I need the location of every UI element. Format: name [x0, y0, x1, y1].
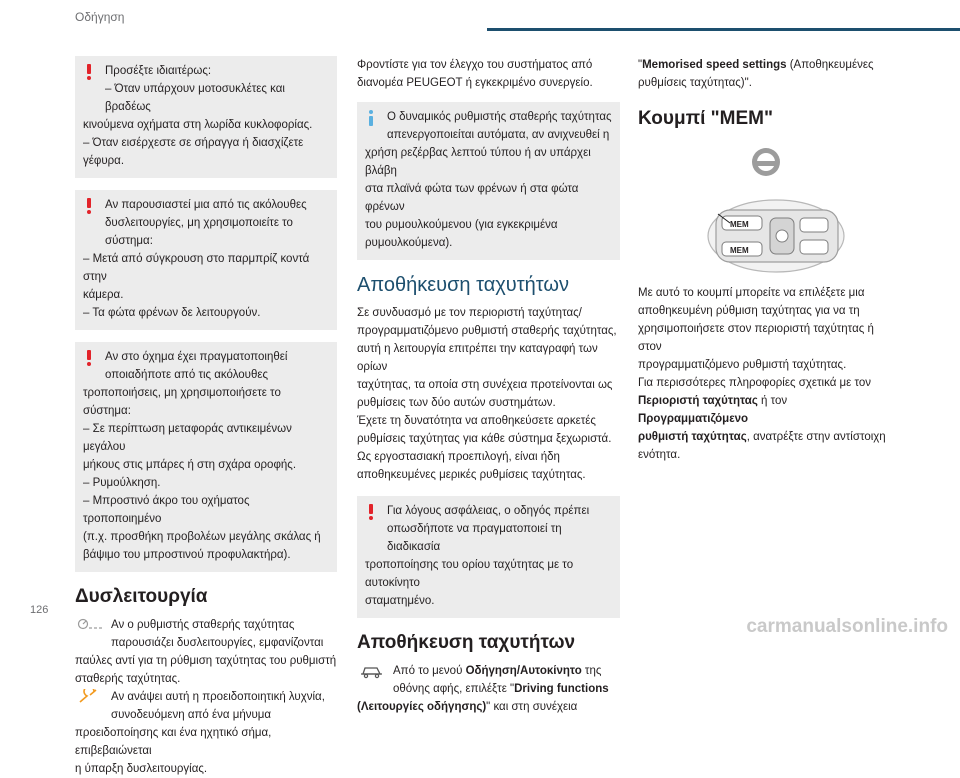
body-text: η ύπαρξη δυσλειτουργίας. — [75, 763, 208, 775]
warning-text: τροποποιήσεις, μη χρησιμοποιήσετε το σύστημα: — [83, 387, 281, 417]
malfunction-warning-light-paragraph — [75, 688, 337, 724]
body-text: Φροντίστε για τον έλεγχο του συστήματος από — [357, 59, 593, 71]
body-text: Ως εργοστασιακή προεπιλογή, είναι ήδη — [357, 451, 560, 463]
info-box-deactivation — [357, 102, 620, 260]
info-text: Ο δυναμικός ρυθμιστής σταθερής ταχύτητας — [387, 111, 612, 123]
body-text: διανομέα PEUGEOT ή εγκεκριμένο συνεργείο. — [357, 77, 593, 89]
mem-button-label-bottom: MEM — [730, 246, 749, 255]
body-text: ρυθμίσεις ταχύτητας)". — [638, 77, 752, 89]
warning-text: Προσέξτε ιδιαιτέρως: — [105, 65, 212, 77]
body-text: προγραμματιζόμενο ρυθμιστή σταθερής ταχύτητας, — [357, 325, 617, 337]
page-number: 126 — [30, 604, 49, 616]
warning-text: κινούμενα οχήματα στη λωρίδα κυκλοφορίας. — [83, 119, 313, 131]
reference-programmable: Προγραμματιζόμενο — [638, 413, 749, 425]
section-heading-mem-button: Κουμπί "MEM" — [638, 108, 774, 129]
warning-text: Αν στο όχημα έχει πραγματοποιηθεί — [105, 351, 288, 363]
warning-text: οπωσδήποτε να πραγματοποιεί τη διαδικασία — [387, 523, 562, 553]
body-text: αποθηκευμένη ρύθμιση ταχύτητας για να τη — [638, 305, 860, 317]
column-left — [75, 56, 337, 778]
section-heading-malfunction: Δυσλειτουργία — [75, 586, 208, 607]
body-text: συνοδευόμενη από ένα μήνυμα — [111, 709, 272, 721]
body-text: Με αυτό το κουμπί μπορείτε να επιλέξετε μια — [638, 287, 865, 299]
warning-text: – Ρυμούλκηση. — [83, 477, 161, 489]
watermark: carmanualsonline.info — [746, 616, 948, 637]
body-text: ρυθμίσεις ταχύτητας για κάθε σύστημα ξεχωριστά. — [357, 433, 612, 445]
reference-cruise-control: ρυθμιστή ταχύτητας — [638, 431, 747, 443]
warning-box-modifications — [75, 342, 337, 572]
body-text: παύλες αντί για τη ρύθμιση ταχύτητας του ρυθμιστή — [75, 655, 337, 667]
warning-text: – Μπροστινό άκρο του οχήματος τροποποιημένο — [83, 495, 250, 525]
warning-text: Αν παρουσιαστεί μια από τις ακόλουθες — [105, 199, 307, 211]
menu-name-driving-functions-greek: (Λειτουργίες οδήγησης) — [357, 701, 487, 713]
column-middle — [357, 56, 620, 716]
body-text: ενότητα. — [638, 449, 681, 461]
warning-exclamation-icon — [86, 198, 92, 214]
malfunction-dashes-paragraph — [75, 616, 337, 652]
body-text: ή τον — [757, 395, 788, 407]
info-icon — [368, 110, 374, 126]
body-text: Για περισσότερες πληροφορίες σχετικά με τον — [638, 377, 872, 389]
header-accent-bar — [487, 28, 960, 31]
reference-speed-limiter: Περιοριστή ταχύτητας — [638, 395, 758, 407]
body-text: Έχετε τη δυνατότητα να αποθηκεύσετε αρκετές — [357, 415, 596, 427]
warning-text: – Τα φώτα φρένων δε λειτουργούν. — [83, 307, 261, 319]
body-text: ρυθμίσεις των δύο αυτών συστημάτων. — [357, 397, 556, 409]
body-text: Αν ο ρυθμιστής σταθερής ταχύτητας — [111, 619, 295, 631]
body-text: , ανατρέξτε στην αντίστοιχη — [746, 431, 886, 443]
body-text: προγραμματιζόμενο ρυθμιστή ταχύτητας. — [638, 359, 847, 371]
warning-text: δυσλειτουργίες, μη χρησιμοποιείτε το σύστημα: — [105, 217, 293, 247]
section-heading-memorising-speeds: Αποθήκευση ταχυτήτων — [357, 274, 569, 296]
info-text: στα πλαϊνά φώτα των φρένων ή στα φώτα φρένων — [365, 183, 579, 213]
warning-text: βάψιμο του μπροστινού προφυλακτήρα). — [83, 549, 291, 561]
warning-text: (π.χ. προσθήκη προβολέων μεγάλης σκάλας ή — [83, 531, 321, 543]
warning-box-attention — [75, 56, 337, 178]
body-text: Από το μενού — [393, 665, 466, 677]
section-heading-memorising-speeds-bold: Αποθήκευση ταχυτήτων — [357, 632, 576, 653]
warning-text: τροποποίησης του ορίου ταχύτητας με το αυτοκίνητο — [365, 559, 574, 589]
memory-menu-paragraph — [357, 662, 620, 698]
body-text: " και στη συνέχεια — [486, 701, 578, 713]
info-text: απενεργοποιείται αυτόματα, αν ανιχνευθεί η — [387, 129, 610, 141]
body-text: οθόνης αφής, επιλέξτε " — [393, 683, 515, 695]
warning-exclamation-icon — [86, 350, 92, 366]
warning-text: – Όταν εισέρχεστε σε σήραγγα ή διασχίζετε — [83, 137, 304, 149]
warning-text: – Όταν υπάρχουν μοτοσυκλέτες και βραδέως — [105, 83, 285, 113]
cruise-control-stalk-drawing — [708, 200, 844, 272]
body-text: σταθερής ταχύτητας. — [75, 673, 181, 685]
warning-text: κάμερα. — [83, 289, 124, 301]
warning-text: μήκους στις μπάρες ή στη σχάρα οροφής. — [83, 459, 297, 471]
menu-name-memorised-speed-settings: Memorised speed settings — [642, 59, 787, 71]
menu-name-driving-vehicle: Οδήγηση/Αυτοκίνητο — [465, 665, 582, 677]
body-text: ταχύτητας, τα οποία στη συνέχεια προτείνονται ως — [357, 379, 613, 391]
warning-exclamation-icon — [86, 64, 92, 80]
car-icon — [359, 663, 385, 679]
steering-wheel-icon — [752, 148, 780, 176]
body-text: παρουσιάζει δυσλειτουργίες, εμφανίζονται — [111, 637, 324, 649]
warning-box-safety — [357, 496, 620, 618]
body-text: της — [581, 665, 602, 677]
body-text: χρησιμοποιήσετε στον περιοριστή ταχύτητας ή στον — [638, 323, 874, 353]
menu-name-driving-functions: Driving functions — [514, 683, 609, 695]
column-right — [638, 56, 900, 464]
info-text: του ρυμουλκούμενου (για εγκεκριμένα — [365, 219, 558, 231]
body-text: αυτή η λειτουργία επιτρέπει την καταγραφή των ορίων — [357, 343, 598, 373]
speed-dashes-icon — [77, 617, 103, 633]
mem-button-label-top: MEM — [730, 220, 749, 229]
warning-text: – Μετά από σύγκρουση στο παρμπρίζ κοντά στην — [83, 253, 310, 283]
info-text: χρήση ρεζέρβας λεπτού τύπου ή αν υπάρχει βλάβη — [365, 147, 591, 177]
warning-text: γέφυρα. — [83, 155, 125, 167]
body-text: προειδοποίησης και ένα ηχητικό σήμα, επιβεβαιώνεται — [75, 727, 272, 757]
warning-text: – Σε περίπτωση μεταφοράς αντικειμένων μεγάλου — [83, 423, 292, 453]
warning-text: οποιαδήποτε από τις ακόλουθες — [105, 369, 269, 381]
info-text: ρυμουλκούμενα). — [365, 237, 453, 249]
body-text: " — [638, 59, 643, 71]
warning-box-malfunctions — [75, 190, 337, 330]
body-text: αποθηκευμένες μερικές ρυθμίσεις ταχύτητας. — [357, 469, 586, 481]
warning-text: σταματημένο. — [365, 595, 435, 607]
steering-control-illustration — [638, 144, 900, 274]
page-header: Οδήγηση — [75, 10, 125, 24]
warning-exclamation-icon — [368, 504, 374, 520]
body-text: (Αποθηκευμένες — [786, 59, 874, 71]
speedometer-warning-icon — [77, 689, 103, 705]
body-text: Σε συνδυασμό με τον περιοριστή ταχύτητας/ — [357, 307, 582, 319]
warning-text: Για λόγους ασφάλειας, ο οδηγός πρέπει — [387, 505, 590, 517]
body-text: Αν ανάψει αυτή η προειδοποιητική λυχνία, — [111, 691, 325, 703]
